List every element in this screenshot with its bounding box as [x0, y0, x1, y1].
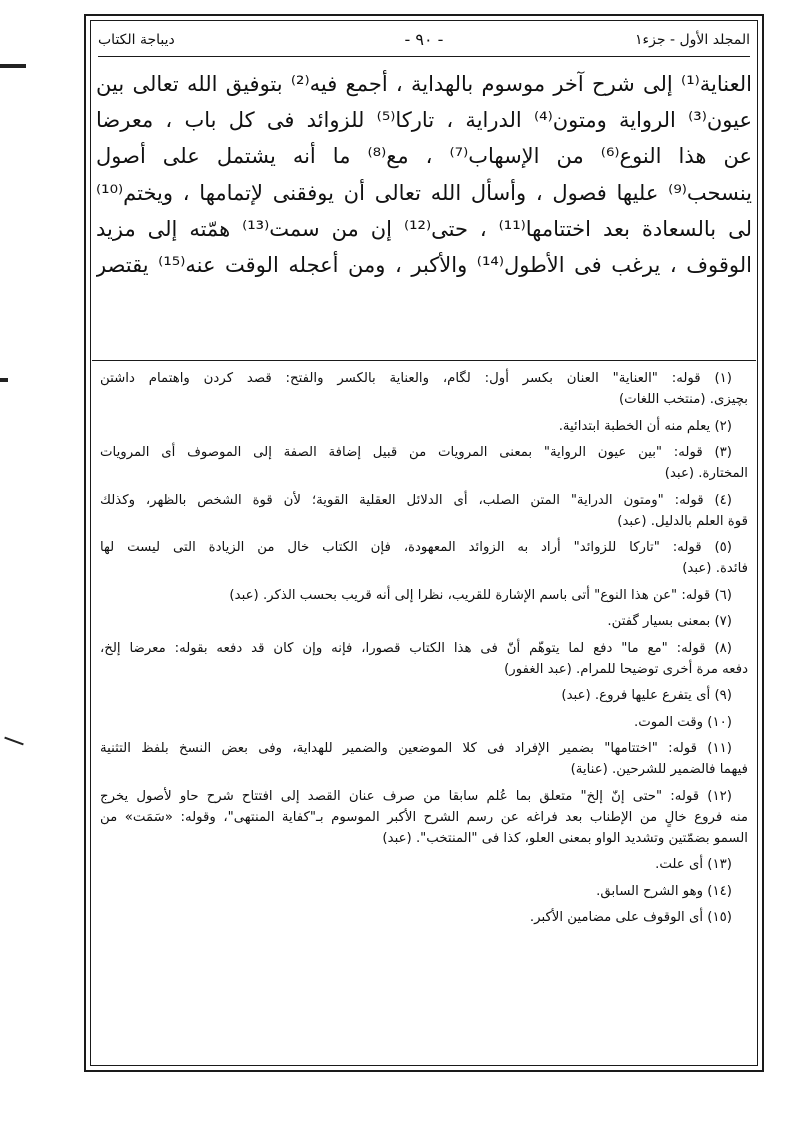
footnote-line: السمو بضمّتين وتشديد الواو بمعنى العلو، كذا فى "المنتخب". (عبد): [382, 830, 748, 846]
footnote-line: (٩) أى يتفرع عليها فروع. (عبد): [561, 688, 732, 703]
footnote-line: دفعه مرة أخرى توضيحا للمرام. (عبد الغفور): [504, 661, 748, 677]
footnote: [100, 442, 748, 484]
footnote: [100, 368, 748, 410]
footnote: [100, 490, 748, 532]
footnote-line: (٣) قوله: "بين عيون الرواية" بمعنى المرويات من قبيل إضافة الصفة إلى الموصوف أى المرويات: [100, 445, 732, 460]
footnote: [100, 786, 748, 849]
footnote-line: (١١) قوله: "اختتامها" بضمير الإفراد فى كلا الموضعين والضمير للهداية، وفى بعض النسخ بلفظ التثنية: [100, 741, 732, 756]
footnote: [100, 585, 748, 606]
scan-mark: [0, 378, 8, 382]
page-frame: [84, 14, 764, 1072]
main-text-line: العناية⁽¹⁾ إلى شرح آخر موسوم بالهداية ، أجمع فيه⁽²⁾ بتوفيق الله تعالى بين: [96, 72, 752, 96]
footnote: [100, 907, 748, 928]
footnote: [100, 537, 748, 579]
scan-mark: [0, 64, 26, 68]
footnote-line: (١٤) وهو الشرح السابق.: [596, 883, 732, 899]
header-chapter-title: ديباجة الكتاب: [98, 32, 175, 48]
header-rule: [98, 56, 750, 57]
footnote-line: (١٠) وقت الموت.: [633, 714, 732, 730]
header-volume: المجلد الأول - جزء١: [635, 32, 750, 48]
main-text-line: عيون⁽³⁾ الرواية ومتون⁽⁴⁾ الدراية ، تاركا⁽⁵⁾ للزوائد فى كل باب ، معرضا: [96, 108, 752, 133]
footnote-line: (١٥) أى الوقوف على مضامين الأكبر.: [529, 910, 732, 925]
footnote-line: بچيزى. (منتخب اللغات): [618, 392, 748, 407]
footnote: [100, 416, 748, 437]
footnote-line: (٤) قوله: "ومتون الدراية" المتن الصلب، أى الدلائل العقلية القوية؛ لأن قوة الشخص بالظهر، وكذلك: [100, 492, 732, 508]
footnote: [100, 685, 748, 706]
main-text-line: ينسحب⁽⁹⁾ عليها فصول ، وأسأل الله تعالى أن يوفقنى لإتمامها ، ويختم⁽¹⁰⁾: [96, 180, 752, 205]
footnote-line: (١٢) قوله: "حتى إنّ إلخ" متعلق بما عُلم سابقا من صرف عنان القصد إلى افتتاح شرح حاو لأصول يخرج: [100, 788, 732, 804]
main-text-line: الوقوف ، يرغب فى الأطول⁽¹⁴⁾ والأكبر ، ومن أعجله الوقت عنه⁽¹⁵⁾ يقتصر: [96, 253, 752, 278]
footnote-line: فيهما فالضمير للشرحين. (عناية): [570, 762, 748, 777]
page-number: - ٩٠ -: [404, 30, 444, 49]
footnotes: [100, 368, 748, 934]
footnote-line: (١) قوله: "العناية" العنان بكسر أول: لگام، والعناية بالكسر والفتح: قصد كردن واهتمام داشتن: [100, 371, 732, 386]
footnote-line: المختارة. (عبد): [664, 466, 748, 481]
footnote-line: (٥) قوله: "تاركا للزوائد" أراد به الزوائد المعهودة، فإن الكتاب خال من الزيادة التى ليست لها: [100, 540, 732, 555]
footnote: [100, 611, 748, 632]
footnote: [100, 881, 748, 902]
running-header: [98, 32, 750, 56]
footnote: [100, 638, 748, 680]
footnote: [100, 738, 748, 780]
footnote-line: (٧) بمعنى بسيار گفتن.: [607, 614, 732, 629]
footnote: [100, 712, 748, 733]
footnote-line: (١٣) أى علت.: [655, 857, 732, 872]
footnote-line: قوة العلم بالدليل. (عبد): [617, 513, 748, 529]
footnote-line: (٢) يعلم منه أن الخطبة ابتدائية.: [558, 418, 732, 434]
footnote-separator: [92, 360, 756, 361]
main-text-line: عن هذا النوع⁽⁶⁾ من الإسهاب⁽⁷⁾ ، مع⁽⁸⁾ ما أنه يشتمل على أصول: [96, 144, 752, 169]
scan-mark: [4, 737, 23, 746]
main-text: [96, 66, 752, 356]
main-text-line: لى بالسعادة بعد اختتامها⁽¹¹⁾ ، حتى⁽¹²⁾ إن من سمت⁽¹³⁾ همّته إلى مزيد: [96, 216, 752, 241]
footnote-line: منه فروع خالٍ من الإطناب بعد فراغه عن رسم الشرح الأكبر الموسوم بـ"كفاية المنتهى"، وقوله: «سَمَت» من: [100, 809, 748, 825]
footnote-line: فائدة. (عبد): [682, 561, 748, 576]
footnote-line: (٨) قوله: "مع ما" دفع لما يتوهّم أنّ فى هذا الكتاب قصورا، فإنه وإن كان قد دفعه بقوله: معرضا إلخ،: [100, 640, 732, 656]
footnote-line: (٦) قوله: "عن هذا النوع" أتى باسم الإشارة للقريب، نظرا إلى أنه قريب بحسب الذكر. (عبد): [229, 587, 732, 603]
footnote: [100, 854, 748, 875]
